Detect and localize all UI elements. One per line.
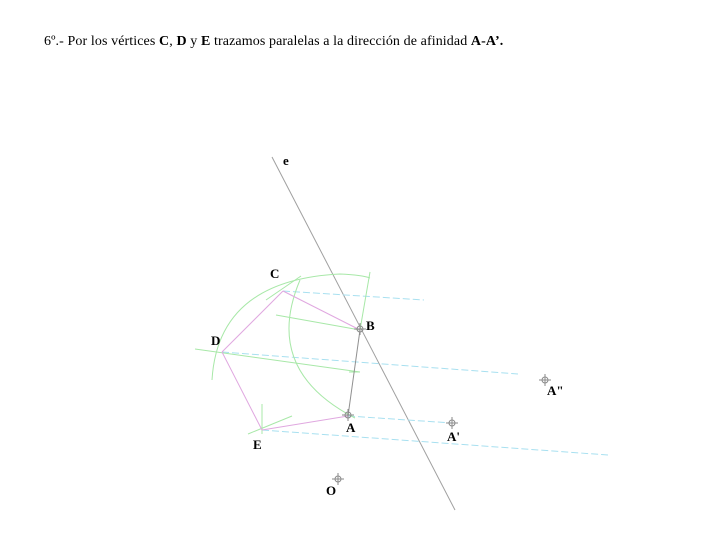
label-a-prime: A' <box>447 429 460 444</box>
caption-middle: trazamos paralelas a la dirección de afinidad <box>210 34 471 49</box>
parallel-through-c <box>283 291 424 300</box>
point-marker-b <box>354 323 366 335</box>
point-markers <box>332 323 551 485</box>
label-a: A <box>346 420 356 435</box>
edge-c-b <box>283 291 360 330</box>
parallel-through-a <box>348 416 452 423</box>
affinity-axis-line <box>272 157 455 510</box>
label-a-double-prime: A" <box>547 383 564 398</box>
construction-arc-large <box>212 274 370 380</box>
parallel-through-d <box>222 352 518 374</box>
label-d: D <box>211 333 221 348</box>
segment-b-a <box>348 330 360 416</box>
point-marker-a-prime <box>446 417 458 429</box>
edge-d-e <box>222 352 262 430</box>
label-axis-e: e <box>283 153 289 168</box>
construction-arc-inner <box>289 280 355 418</box>
caption-vertex-e: E <box>200 34 211 49</box>
caption-prefix: 6º.- Por los vértices <box>44 34 160 49</box>
caption-vertex-d: D <box>176 34 187 49</box>
label-o: O <box>326 483 337 498</box>
caption-vertex-c: C <box>159 34 170 49</box>
label-e: E <box>253 437 262 452</box>
caption-direction: A-A’. <box>470 34 504 49</box>
edge-c-d <box>222 291 283 352</box>
label-c: C <box>270 266 280 281</box>
label-b: B <box>366 318 375 333</box>
caption-sep: , <box>169 34 177 49</box>
caption-and: y <box>186 34 201 49</box>
parallel-through-e <box>262 430 608 455</box>
